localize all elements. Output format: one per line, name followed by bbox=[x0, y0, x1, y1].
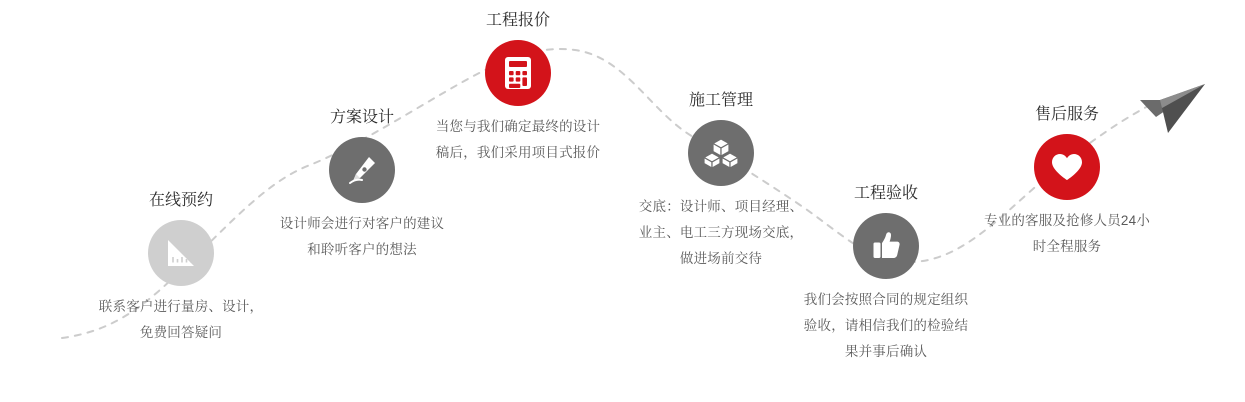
flow-step-4-desc: 我们会按照合同的规定组织验收，请相信我们的检验结果并事后确认 bbox=[803, 292, 969, 359]
flow-step-0-desc: 联系客户进行量房、设计，免费回答疑问 bbox=[98, 299, 264, 340]
flow-step-3-title: 施工管理 bbox=[688, 92, 753, 109]
flow-step-3-desc: 交底：设计师、项目经理、业主、电工三方现场交底，做进场前交待 bbox=[638, 199, 804, 266]
heart-icon bbox=[1034, 134, 1100, 200]
flow-step-1-icon-wrap bbox=[277, 137, 447, 203]
flow-step-2-icon-wrap bbox=[433, 40, 603, 106]
flow-step-5 bbox=[982, 104, 1152, 260]
flow-step-0-title: 在线预约 bbox=[148, 192, 213, 209]
pen-nib-icon bbox=[329, 137, 395, 203]
flow-step-2-desc: 当您与我们确定最终的设计稿后，我们采用项目式报价 bbox=[435, 119, 601, 160]
boxes-icon bbox=[688, 120, 754, 186]
flow-step-4-icon-wrap bbox=[801, 213, 971, 279]
flow-step-1-title: 方案设计 bbox=[329, 109, 394, 126]
calculator-icon bbox=[485, 40, 551, 106]
flow-step-1-desc: 设计师会进行对客户的建议和聆听客户的想法 bbox=[279, 216, 445, 257]
flow-step-5-desc: 专业的客服及抢修人员24小时全程服务 bbox=[983, 213, 1151, 254]
flow-step-5-icon-wrap bbox=[982, 134, 1152, 200]
flow-step-4 bbox=[801, 183, 971, 365]
flow-step-0-icon-wrap bbox=[96, 220, 266, 286]
flow-step-5-title: 售后服务 bbox=[1034, 106, 1099, 123]
flow-step-2-title: 工程报价 bbox=[485, 12, 550, 29]
ruler-icon bbox=[148, 220, 214, 286]
thumbs-up-icon bbox=[853, 213, 919, 279]
flow-step-1 bbox=[277, 107, 447, 263]
flow-step-2 bbox=[433, 10, 603, 166]
flow-step-3-icon-wrap bbox=[636, 120, 806, 186]
flow-step-4-title: 工程验收 bbox=[853, 185, 918, 202]
flow-step-3 bbox=[636, 90, 806, 272]
flow-step-0 bbox=[96, 190, 266, 346]
